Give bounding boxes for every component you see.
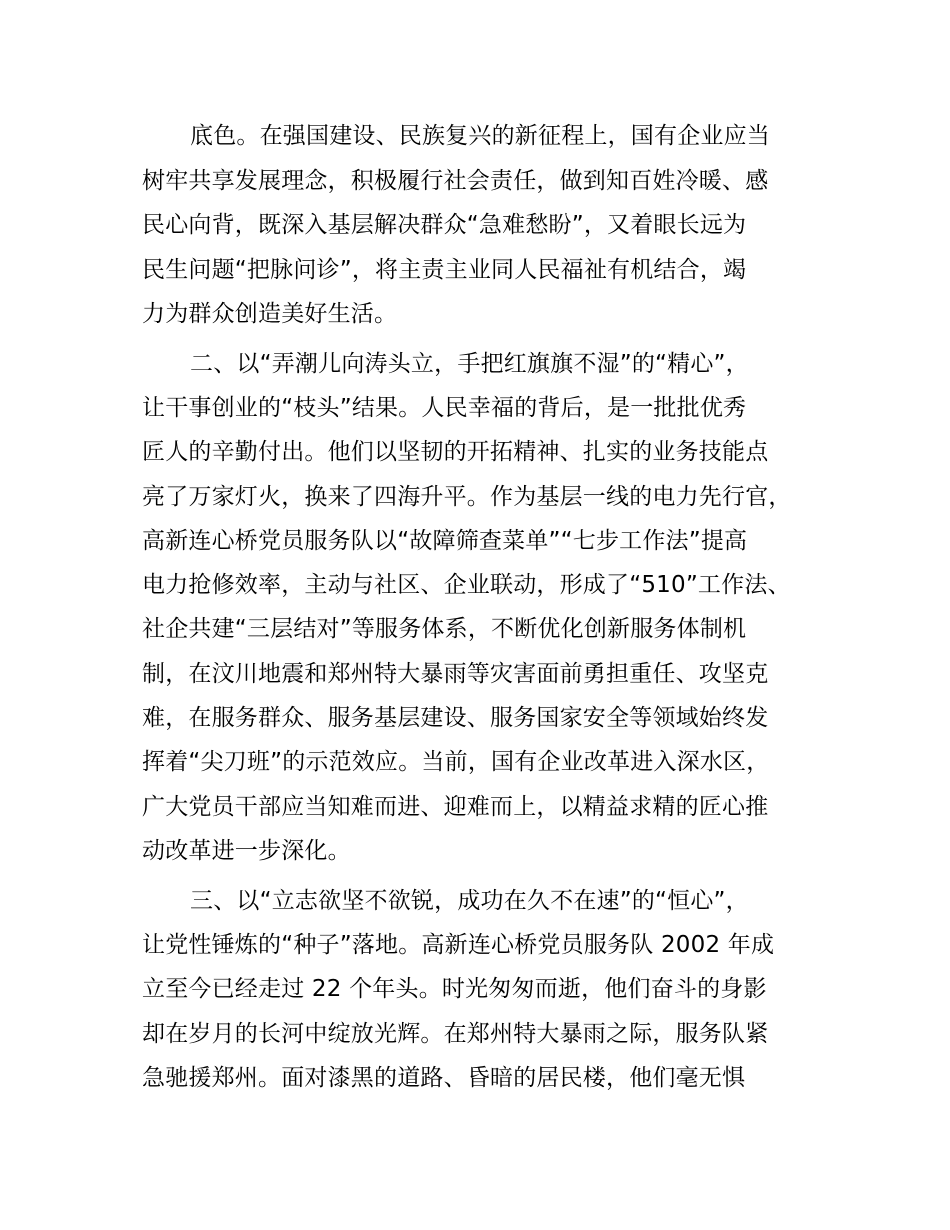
text-line: 让党性锤炼的“种子”落地。高新连心桥党员服务队 2002 年成 [142, 932, 775, 958]
text-line: 高新连心桥党员服务队以“故障筛查菜单”“七步工作法”提高 [142, 528, 748, 554]
text-line: 难，在服务群众、服务基层建设、服务国家安全等领域始终发 [142, 705, 769, 731]
text-line: 二、以“弄潮儿向涛头立，手把红旗旗不湿”的“精心”， [190, 351, 749, 377]
text-line: 民生问题“把脉问诊”，将主责主业同人民福祉有机结合，竭 [142, 257, 747, 283]
text-line: 制，在汶川地震和郑州特大暴雨等灾害面前勇担重任、攻坚克 [142, 661, 769, 687]
text-line: 立至今已经走过 22 个年头。时光匆匆而逝，他们奋斗的身影 [142, 976, 767, 1002]
text-line: 力为群众创造美好生活。 [142, 301, 398, 327]
text-line: 挥着“尖刀班”的示范效应。当前，国有企业改革进入深水区， [142, 749, 770, 775]
text-line: 广大党员干部应当知难而进、迎难而上，以精益求精的匠心推 [142, 794, 769, 820]
text-line: 底色。在强国建设、民族复兴的新征程上，国有企业应当 [190, 123, 770, 149]
text-line: 匠人的辛勤付出。他们以坚韧的开拓精神、扎实的业务技能点 [142, 439, 769, 465]
text-line: 动改革进一步深化。 [142, 838, 351, 864]
text-line: 却在岁月的长河中绽放光辉。在郑州特大暴雨之际，服务队紧 [142, 1021, 769, 1047]
text-line: 亮了万家灯火，换来了四海升平。作为基层一线的电力先行官， [142, 484, 792, 510]
text-line: 树牢共享发展理念，积极履行社会责任，做到知百姓冷暖、感 [142, 168, 769, 194]
text-line: 民心向背，既深入基层解决群众“急难愁盼”，又着眼长远为 [142, 212, 747, 238]
text-line: 社企共建“三层结对”等服务体系，不断优化创新服务体制机 [142, 616, 747, 642]
text-line: 让干事创业的“枝头”结果。人民幸福的背后，是一批批优秀 [142, 395, 747, 421]
text-line: 急驰援郑州。面对漆黑的道路、昏暗的居民楼，他们毫无惧 [142, 1065, 746, 1091]
text-line: 三、以“立志欲坚不欲锐，成功在久不在速”的“恒心”， [190, 888, 749, 914]
text-line: 电力抢修效率，主动与社区、企业联动，形成了“510”工作法、 [142, 572, 791, 598]
